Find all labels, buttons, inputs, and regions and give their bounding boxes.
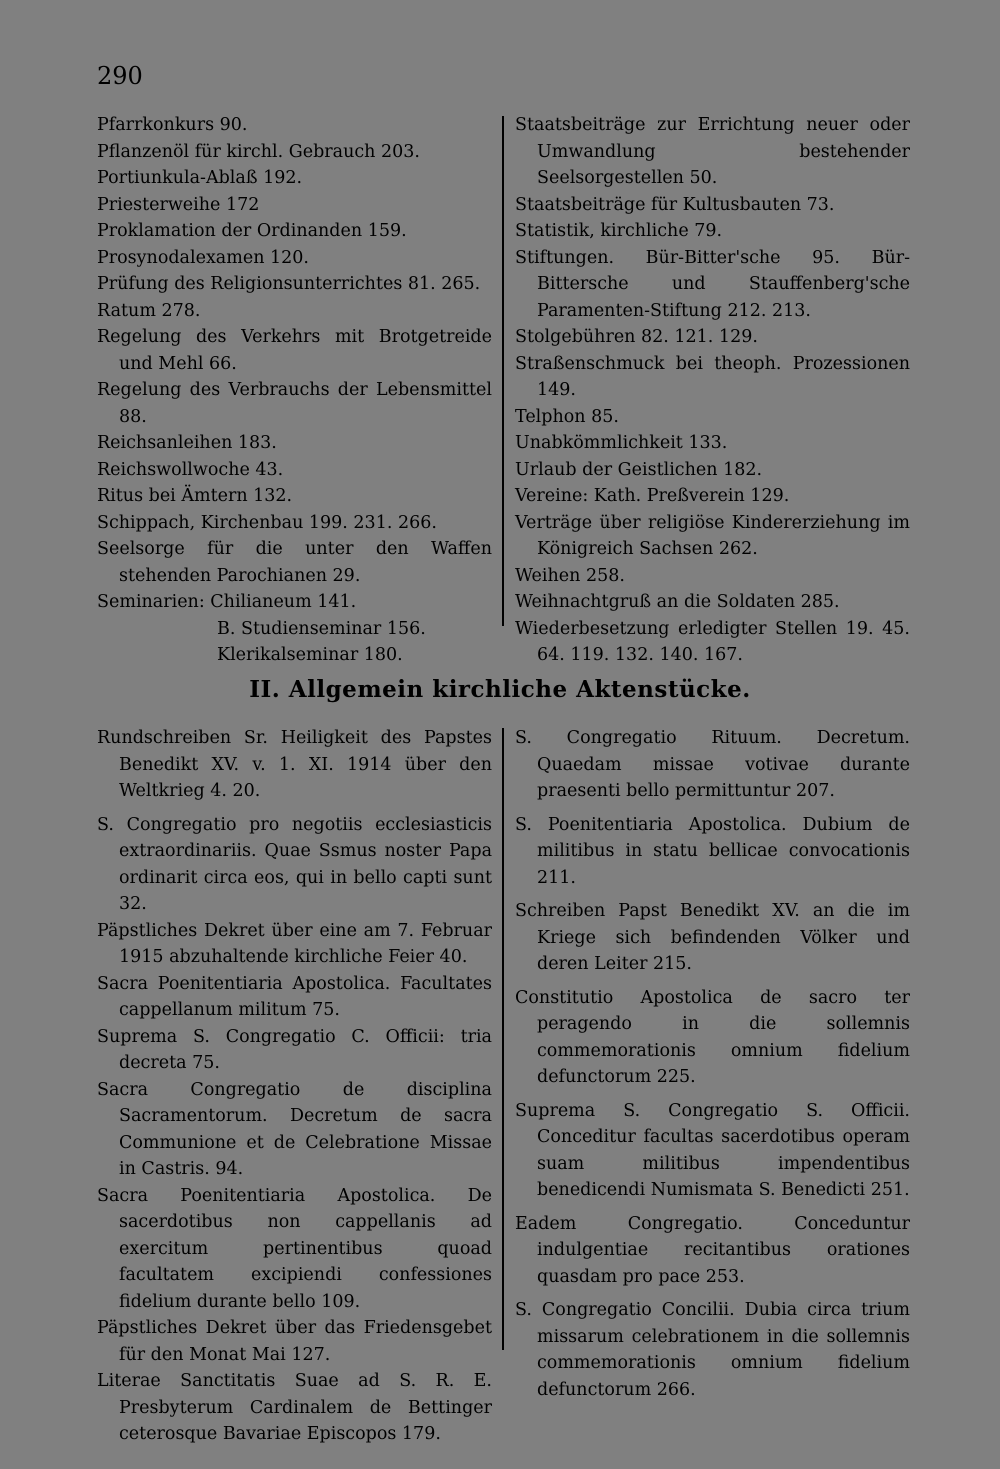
index-entry: Staatsbeiträge zur Errichtung neuer oder Umwandlung bestehender Seelsorgestellen 50. bbox=[515, 115, 910, 188]
index-entry: Seminarien: Chilianeum 141. bbox=[97, 592, 357, 612]
index-entry: Prosynodalexamen 120. bbox=[97, 247, 309, 268]
index-entry: Urlaub der Geistlichen 182. bbox=[515, 459, 763, 480]
index-entry: Seelsorge für die unter den Waffen stehenden Parochianen 29. bbox=[97, 539, 492, 586]
act-entry: Sacra Congregatio de disciplina Sacramentorum. Decretum de sacra Communione et de Celebratione Missae in Castris. 94. bbox=[97, 1079, 492, 1179]
index-entry: Regelung des Verbrauchs der Lebensmittel 88. bbox=[97, 380, 492, 427]
acts-column-left bbox=[97, 725, 492, 1448]
act-entry: Sacra Poenitentiaria Apostolica. De sacerdotibus non cappellanis ad exercitum pertinentibus quoad facultatem excipiendi confessiones fidelium durante bello 109. bbox=[97, 1185, 492, 1312]
index-entry: Weihen 258. bbox=[515, 565, 625, 586]
column-divider bbox=[502, 728, 504, 1350]
index-subentry: Klerikalseminar 180. bbox=[217, 645, 403, 665]
index-entry: Wiederbesetzung erledigter Stellen 19. 45. 64. 119. 132. 140. 167. bbox=[515, 618, 910, 665]
index-entry: Straßenschmuck bei theoph. Prozessionen 149. bbox=[515, 353, 910, 400]
act-entry: Literae Sanctitatis Suae ad S. R. E. Presbyterum Cardinalem de Bettinger ceterosque Bavariae Episcopos 179. bbox=[97, 1371, 492, 1444]
act-entry: S. Congregatio Concilii. Dubia circa trium missarum celebrationem in die sollemnis commemorationis omnium fidelium defunctorum 266. bbox=[515, 1300, 910, 1400]
act-entry: Päpstliches Dekret über eine am 7. Februar 1915 abzuhaltende kirchliche Feier 40. bbox=[97, 920, 492, 967]
section-title: II. Allgemein kirchliche Aktenstücke. bbox=[249, 676, 751, 703]
act-entry: Constitutio Apostolica de sacro ter peragendo in die sollemnis commemorationis omnium fidelium defunctorum 225. bbox=[515, 987, 910, 1087]
act-entry: Sacra Poenitentiaria Apostolica. Facultates cappellanum militum 75. bbox=[97, 973, 492, 1020]
acts-column-right bbox=[515, 725, 910, 1410]
index-entry: Stolgebühren 82. 121. 129. bbox=[515, 327, 758, 347]
page-number: 290 bbox=[97, 62, 143, 90]
act-entry: Päpstliches Dekret über das Friedensgebet für den Monat Mai 127. bbox=[97, 1318, 492, 1365]
act-entry: Eadem Congregatio. Conceduntur indulgentiae recitantibus orationes quasdam pro pace 253. bbox=[515, 1213, 910, 1287]
index-entry: Regelung des Verkehrs mit Brotgetreide und Mehl 66. bbox=[97, 327, 492, 374]
index-entry: Verträge über religiöse Kindererziehung im Königreich Sachsen 262. bbox=[515, 512, 910, 559]
act-entry: Suprema S. Congregatio S. Officii. Conceditur facultas sacerdotibus operam suam militibus impendentibus benedicendi Numismata S. Benedicti 251. bbox=[515, 1100, 910, 1200]
act-entry: Schreiben Papst Benedikt XV. an die im Kriege sich befindenden Völker und deren Leiter 215. bbox=[515, 901, 910, 974]
index-entry: Priesterweihe 172 bbox=[97, 194, 260, 215]
index-entry: Statistik, kirchliche 79. bbox=[515, 221, 723, 241]
index-entry: Unabkömmlichkeit 133. bbox=[515, 433, 728, 453]
act-entry: Rundschreiben Sr. Heiligkeit des Papstes Benedikt XV. v. 1. XI. 1914 über den Weltkrieg 4. 20. bbox=[97, 728, 492, 801]
index-entry: Ratum 278. bbox=[97, 300, 201, 321]
index-entry: Staatsbeiträge für Kultusbauten 73. bbox=[515, 194, 835, 215]
act-entry: S. Poenitentiaria Apostolica. Dubium de militibus in statu bellicae convocationis 211. bbox=[515, 814, 910, 888]
act-entry: S. Congregatio pro negotiis ecclesiasticis extraordinariis. Quae Ssmus noster Papa ordinarit circa eos, qui in bello capti sunt 32. bbox=[97, 814, 492, 914]
index-column-left bbox=[97, 112, 492, 669]
index-entry: Weihnachtgruß an die Soldaten 285. bbox=[515, 592, 840, 612]
column-divider bbox=[502, 116, 504, 626]
index-entry: Stiftungen. Bür-Bitter'sche 95. Bür-Bittersche und Stauffenberg'sche Paramenten-Stiftung 212. 213. bbox=[515, 247, 910, 321]
index-entry: Pfarrkonkurs 90. bbox=[97, 115, 248, 135]
index-column-right bbox=[515, 112, 910, 669]
index-entry: Schippach, Kirchenbau 199. 231. 266. bbox=[97, 512, 437, 533]
index-entry: Telphon 85. bbox=[515, 406, 619, 427]
index-entry: Prüfung des Religionsunterrichtes 81. 265. bbox=[97, 274, 481, 294]
index-entry: Portiunkula-Ablaß 192. bbox=[97, 168, 303, 188]
index-entry: Pflanzenöl für kirchl. Gebrauch 203. bbox=[97, 141, 420, 162]
index-entry: Reichsanleihen 183. bbox=[97, 433, 277, 453]
act-entry: Suprema S. Congregatio C. Officii: tria decreta 75. bbox=[97, 1026, 492, 1073]
index-entry: Ritus bei Ämtern 132. bbox=[97, 486, 293, 506]
index-entry: Vereine: Kath. Preßverein 129. bbox=[515, 486, 790, 506]
act-entry: S. Congregatio Rituum. Decretum. Quaedam missae votivae durante praesenti bello permittuntur 207. bbox=[515, 728, 910, 801]
index-entry: Proklamation der Ordinanden 159. bbox=[97, 221, 407, 241]
index-subentry: B. Studienseminar 156. bbox=[217, 618, 426, 639]
index-entry: Reichswollwoche 43. bbox=[97, 459, 284, 480]
